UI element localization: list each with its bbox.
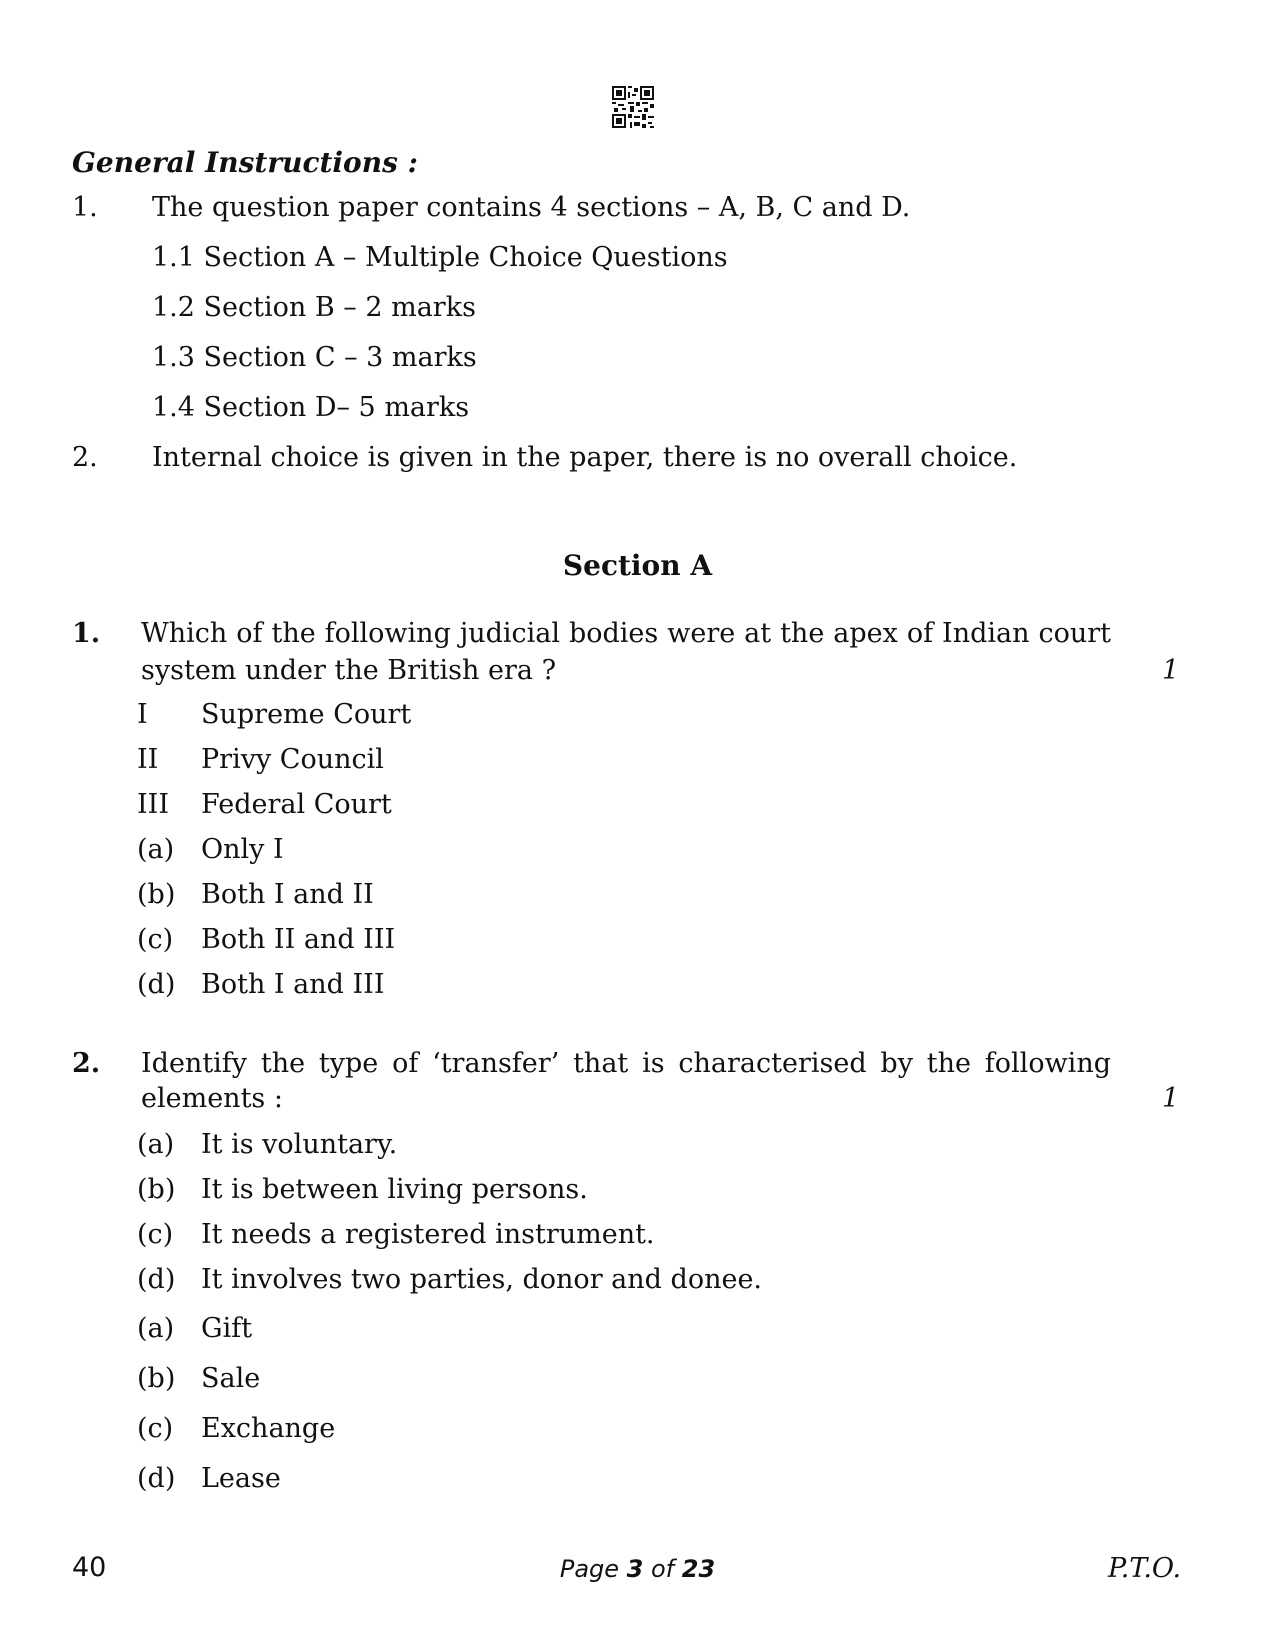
qr-code-icon [612, 86, 654, 128]
question-text-line: Identify the type of ‘transfer’ that is characterised by the following [141, 1048, 1111, 1079]
option-text: Lease [201, 1463, 281, 1494]
question-number: 2. [72, 1048, 101, 1079]
option-text: Both I and III [201, 969, 385, 1000]
statement-text: It is voluntary. [201, 1129, 398, 1160]
pto-label: P.T.O. [1108, 1553, 1182, 1584]
option-label: (d) [137, 1463, 176, 1494]
option-text: Only I [201, 834, 284, 865]
statement-label: I [137, 699, 148, 730]
instruction-text: Internal choice is given in the paper, there is no overall choice. [152, 442, 1018, 473]
option-text: Both I and II [201, 879, 374, 910]
statement-text: Privy Council [201, 744, 384, 775]
option-text: Both II and III [201, 924, 396, 955]
question-text-line: system under the British era ? [141, 655, 557, 686]
statement-label: III [137, 789, 169, 820]
general-instructions-title: General Instructions : [72, 146, 418, 179]
instruction-number: 1. [72, 192, 98, 223]
statement-text: Supreme Court [201, 699, 412, 730]
statement-label: II [137, 744, 159, 775]
page-number [0, 1555, 1275, 1583]
statement-text: It involves two parties, donor and donee. [201, 1264, 763, 1295]
option-label: (b) [137, 1363, 176, 1394]
question-text-line: elements : [141, 1083, 283, 1114]
option-label: (b) [137, 879, 176, 910]
statement-text: It needs a registered instrument. [201, 1219, 655, 1250]
question-number: 1. [72, 618, 101, 649]
option-text: Gift [201, 1313, 253, 1344]
option-label: (d) [137, 969, 176, 1000]
option-label: (a) [137, 1313, 175, 1344]
statement-label: (b) [137, 1174, 176, 1205]
option-label: (a) [137, 834, 175, 865]
option-label: (c) [137, 1413, 174, 1444]
instruction-subitem: 1.3 Section C – 3 marks [152, 342, 477, 373]
page-prefix: Page [559, 1555, 627, 1583]
question-marks: 1 [1162, 655, 1180, 686]
statement-label: (c) [137, 1219, 174, 1250]
question-marks: 1 [1162, 1083, 1180, 1114]
statement-label: (d) [137, 1264, 176, 1295]
option-text: Exchange [201, 1413, 336, 1444]
instruction-subitem: 1.2 Section B – 2 marks [152, 292, 476, 323]
section-title: Section A [562, 549, 713, 582]
page-current: 3 [626, 1555, 644, 1583]
instruction-text: The question paper contains 4 sections – A, B, C and D. [152, 192, 911, 223]
statement-text: Federal Court [201, 789, 392, 820]
instruction-subitem: 1.4 Section D– 5 marks [152, 392, 470, 423]
option-text: Sale [201, 1363, 261, 1394]
page-total: 23 [681, 1555, 716, 1583]
instruction-number: 2. [72, 442, 98, 473]
page-of: of [643, 1555, 682, 1583]
paper-code: 40 [72, 1552, 107, 1583]
instruction-subitem: 1.1 Section A – Multiple Choice Questions [152, 242, 728, 273]
question-text-line: Which of the following judicial bodies were at the apex of Indian court [141, 618, 1111, 649]
option-label: (c) [137, 924, 174, 955]
statement-label: (a) [137, 1129, 175, 1160]
statement-text: It is between living persons. [201, 1174, 588, 1205]
